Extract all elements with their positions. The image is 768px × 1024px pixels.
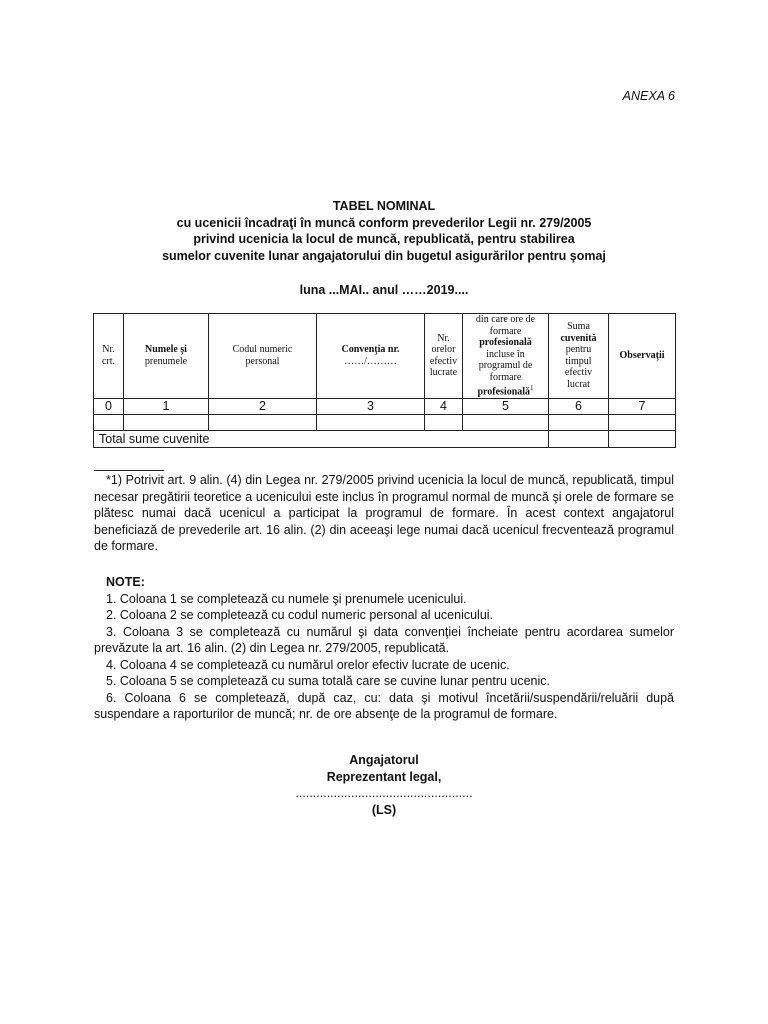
- column-number: 5: [463, 398, 549, 414]
- period-line: luna ...MAI.. anul ……2019....: [299, 283, 469, 297]
- signature-line: ...................................................: [295, 786, 473, 800]
- note-item: 6. Coloana 6 se completează, după caz, cu: data şi motivul încetării/suspendării/reluării după suspendare a raporturilor de muncă; nr. de ore absenţe de la programul de formare.: [94, 690, 674, 721]
- column-number-row: [94, 398, 676, 414]
- signature-block: [234, 752, 534, 818]
- table-row: [94, 414, 676, 430]
- total-observations-cell: [609, 430, 676, 447]
- total-amount-cell: [549, 430, 609, 447]
- column-number: 1: [124, 398, 209, 414]
- header-observations: Observaţii: [609, 314, 676, 399]
- column-number: 7: [609, 398, 676, 414]
- table-cell: [94, 414, 124, 430]
- annex-label: ANEXA 6: [622, 89, 675, 103]
- legal-representative-label: Reprezentant legal,: [326, 769, 442, 784]
- ls-label: (LS): [371, 802, 397, 817]
- column-number: 4: [425, 398, 463, 414]
- header-conventie: Convenţia nr. ……/………: [317, 314, 425, 399]
- document-title: [94, 198, 674, 264]
- note-item: 2. Coloana 2 se completează cu codul numeric personal al ucenicului.: [106, 608, 494, 622]
- column-number: 6: [549, 398, 609, 414]
- note-item: 1. Coloana 1 se completează cu numele şi prenumele ucenicului.: [106, 591, 467, 606]
- table-cell: [317, 414, 425, 430]
- column-number: 0: [94, 398, 124, 414]
- header-hours: Nr. orelor efectiv lucrate: [425, 314, 463, 399]
- note-item: 3. Coloana 3 se completează cu numărul şi data convenţiei încheiate pentru acordarea sumelor prevăzute la art. 16 alin. (2) din Legea nr. 279/2005, republicată.: [94, 624, 674, 655]
- table-cell: [124, 414, 209, 430]
- nominal-table: [93, 313, 676, 448]
- header-cnp: Codul numeric personal: [209, 314, 317, 399]
- title-line-2: cu ucenicii încadraţi în muncă conform prevederilor Legii nr. 279/2005: [176, 215, 592, 230]
- table-cell: [609, 414, 676, 430]
- note-item: 5. Coloana 5 se completează cu suma totală care se cuvine lunar pentru ucenic.: [106, 674, 551, 688]
- title-line-1: TABEL NOMINAL: [332, 199, 436, 213]
- note-item: 4. Coloana 4 se completează cu numărul orelor efectiv lucrate de ucenic.: [106, 657, 510, 672]
- header-training-hours: din care ore de formare profesională incluse în programul de formare profesională$^1$: [463, 314, 549, 399]
- notes-section: [94, 574, 674, 723]
- table-cell: [549, 414, 609, 430]
- title-line-4: sumelor cuvenite lunar angajatorului din bugetul asigurărilor pentru şomaj: [162, 248, 606, 263]
- table-header-row: [94, 314, 676, 399]
- footnote-separator: [94, 470, 164, 471]
- column-number: 3: [317, 398, 425, 414]
- table-cell: [463, 414, 549, 430]
- employer-label: Angajatorul: [349, 753, 419, 767]
- notes-title: NOTE:: [106, 575, 145, 589]
- title-line-3: privind ucenicia la locul de muncă, republicată, pentru stabilirea: [193, 232, 575, 246]
- total-label: Total sume cuvenite: [94, 430, 549, 447]
- header-name: Numele şi prenumele: [124, 314, 209, 399]
- total-row: [94, 430, 676, 447]
- footnote-text: *1) Potrivit art. 9 alin. (4) din Legea nr. 279/2005 privind ucenicia la locul de muncă, republicată, timpul necesar pregătirii teoretice a ucenicului este inclus în programul normal de muncă şi orele de formare se plătesc numai dacă ucenicul a participat la programul de formare. În acest context angajatorul beneficiază de prevederile art. 16 alin. (2) din aceeaşi lege numai dacă ucenicul frecventează programul de formare.: [94, 473, 674, 553]
- column-number: 2: [209, 398, 317, 414]
- header-nr-crt: Nr. crt.: [94, 314, 124, 399]
- table-cell: [209, 414, 317, 430]
- table-cell: [425, 414, 463, 430]
- header-amount: Suma cuvenită pentru timpul efectiv lucrat: [549, 314, 609, 399]
